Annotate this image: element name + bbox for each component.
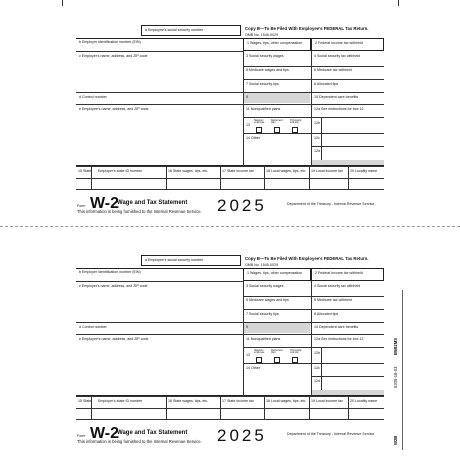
copy-title: Copy B—To Be Filed With Employee's FEDERAL Tax Return. <box>245 26 369 31</box>
box12b-label: 12b <box>314 351 320 355</box>
side-rule <box>402 290 403 450</box>
form-word: Form <box>77 204 86 208</box>
perforation-line <box>0 226 460 227</box>
box7-label: 7 Social security tips <box>246 82 279 86</box>
box13-statutory-label: Statutory employee <box>254 119 265 125</box>
box9-label: 9 <box>246 325 248 329</box>
box15-label: 15 State <box>78 399 92 403</box>
box4-label: 4 Social security tax withheld <box>314 284 361 288</box>
side-code: B5B2MS <box>393 338 398 355</box>
box19-label: 19 Local income tax <box>311 399 343 403</box>
box11-label: 11 Nonqualified plans <box>246 337 281 341</box>
box8-label: 8 Allocated tips <box>314 82 339 86</box>
box7-label: 7 Social security tips <box>246 312 279 316</box>
box10-label: 10 Dependent care benefits <box>314 95 359 99</box>
box8-label: 8 Allocated tips <box>314 312 339 316</box>
dept-treasury: Department of the Treasury - Internal Revenue Service <box>287 202 375 206</box>
box15-label: 15 State <box>78 169 92 173</box>
form-word: Form <box>77 434 86 438</box>
box18-label: 18 Local wages, tips, etc. <box>266 399 307 403</box>
box12a-label: 12a See instructions for box 12 <box>314 337 364 341</box>
box13-label: 13 <box>246 353 250 357</box>
box1-wages[interactable] <box>243 38 311 51</box>
box6-label: 6 Medicare tax withheld <box>314 298 352 302</box>
box12d-label: 12d <box>314 379 320 383</box>
box2-label: 2 Federal income tax withheld <box>315 41 363 45</box>
box14-label: 14 Other <box>246 366 260 370</box>
box13-retirement-label: Retirement plan <box>271 349 283 355</box>
employer-label: c Employer's name, address, and ZIP code <box>79 54 148 58</box>
box5-label: 5 Medicare wages and tips <box>246 298 289 302</box>
side-rev: 5205-18-03 <box>393 366 398 388</box>
furnished-notice: This information is being furnished to the Internal Revenue Service. <box>77 439 202 444</box>
copy-title: Copy B—To Be Filed With Employee's FEDERAL Tax Return. <box>245 256 369 261</box>
box17-label: 17 State income tax <box>222 169 254 173</box>
box15-id-label: Employer's state ID number <box>98 169 143 173</box>
ein-label: b Employer identification number (EIN) <box>79 40 141 44</box>
box19-label: 19 Local income tax <box>311 169 343 173</box>
box2-fed-tax[interactable] <box>311 38 384 51</box>
form-name: W-2 <box>90 195 120 212</box>
ein-label: b Employer identification number (EIN) <box>79 270 141 274</box>
employer-label: c Employer's name, address, and ZIP code <box>79 284 148 288</box>
omb-number: OMB No. 1545-0029 <box>245 263 278 267</box>
box16-label: 16 State wages, tips, etc. <box>168 399 209 403</box>
form-title: Wage and Tax Statement <box>117 430 188 436</box>
box1-label: 1 Wages, tips, other compensation <box>247 41 303 45</box>
box20-label: 20 Locality name <box>350 399 378 403</box>
employee-label: e Employee's name, address, and ZIP code <box>79 107 149 111</box>
box10-label: 10 Dependent care benefits <box>314 325 359 329</box>
tax-year: 2025 <box>217 426 267 445</box>
box6-label: 6 Medicare tax withheld <box>314 68 352 72</box>
ssn-box[interactable] <box>141 25 241 36</box>
box20-label: 20 Locality name <box>350 169 378 173</box>
omb-number: OMB No. 1545-0029 <box>245 33 278 37</box>
box5-label: 5 Medicare wages and tips <box>246 68 289 72</box>
box12d-label: 12d <box>314 149 320 153</box>
box12c-label: 12c <box>314 136 320 140</box>
side-page: W2B <box>393 435 398 445</box>
employee-label: e Employee's name, address, and ZIP code <box>79 337 149 341</box>
form-title: Wage and Tax Statement <box>117 200 188 206</box>
w2-form-copy-2 <box>0 230 460 460</box>
box1-label: 1 Wages, tips, other compensation <box>247 271 303 275</box>
box3-label: 3 Social security wages <box>246 54 284 58</box>
dept-treasury: Department of the Treasury - Internal Revenue Service <box>287 432 375 436</box>
box13-statutory-label: Statutory employee <box>254 349 265 355</box>
box2-label: 2 Federal income tax withheld <box>315 271 363 275</box>
box12b-label: 12b <box>314 121 320 125</box>
ssn-label: a Employee's social security number <box>145 28 204 32</box>
box13-sickpay-label: Third-party sick pay <box>290 349 302 355</box>
box13-retirement-label: Retirement plan <box>271 119 283 125</box>
box1-wages[interactable] <box>243 268 311 281</box>
ssn-box[interactable] <box>141 255 241 266</box>
box13-sickpay-label: Third-party sick pay <box>290 119 302 125</box>
box9-label: 9 <box>246 95 248 99</box>
box12a-label: 12a See instructions for box 12 <box>314 107 364 111</box>
tax-year: 2025 <box>217 196 267 215</box>
w2-form-copy-1 <box>0 0 460 222</box>
ssn-label: a Employee's social security number <box>145 258 204 262</box>
form-name: W-2 <box>90 425 120 442</box>
box2-fed-tax[interactable] <box>311 268 384 281</box>
box17-label: 17 State income tax <box>222 399 254 403</box>
box4-label: 4 Social security tax withheld <box>314 54 361 58</box>
box14-label: 14 Other <box>246 136 260 140</box>
box3-label: 3 Social security wages <box>246 284 284 288</box>
control-label: d Control number <box>79 95 107 99</box>
furnished-notice: This information is being furnished to the Internal Revenue Service. <box>77 209 202 214</box>
box18-label: 18 Local wages, tips, etc. <box>266 169 307 173</box>
box13-label: 13 <box>246 123 250 127</box>
box12c-label: 12c <box>314 366 320 370</box>
box11-label: 11 Nonqualified plans <box>246 107 281 111</box>
control-label: d Control number <box>79 325 107 329</box>
box15-id-label: Employer's state ID number <box>98 399 143 403</box>
box16-label: 16 State wages, tips, etc. <box>168 169 209 173</box>
